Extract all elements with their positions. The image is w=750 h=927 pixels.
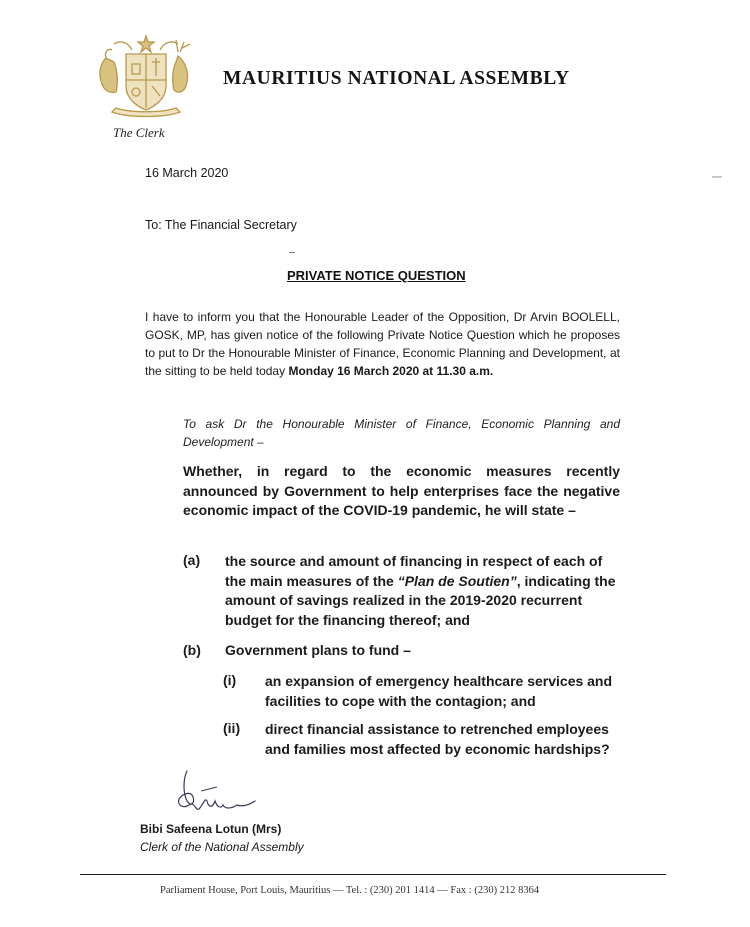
subitem-i-text: an expansion of emergency healthcare services and facilities to cope with the contagion; and [265, 673, 613, 709]
handwritten-signature [165, 765, 260, 817]
subitem-i-marker: (i) [223, 672, 237, 688]
signer-title: Clerk of the National Assembly [140, 840, 304, 854]
subitem-ii-marker: (ii) [223, 720, 241, 736]
scan-speck [712, 176, 722, 178]
subitem-ii-text: direct financial assistance to retrenched employees and families most affected by economic hardships? [265, 721, 610, 757]
ask-paragraph: To ask Dr the Honourable Minister of Finance, Economic Planning and Development – [183, 417, 620, 449]
item-a-text-start: the source and amount of financing in respect of each of the main measures of the [225, 553, 603, 589]
intro-paragraph [145, 308, 620, 380]
sitting-date: Monday 16 March 2020 at 11.30 a.m. [288, 364, 494, 378]
letter-date: 16 March 2020 [145, 166, 229, 180]
item-b-text: Government plans to fund – [225, 642, 411, 658]
signer-name: Bibi Safeena Lotun (Mrs) [140, 822, 282, 836]
item-a-marker: (a) [183, 552, 201, 568]
footer-address: Parliament House, Port Louis, Mauritius — Tel. : (230) 201 1414 — Fax : (230) 212 8364 [160, 885, 540, 896]
subject-heading: PRIVATE NOTICE QUESTION [287, 268, 466, 283]
item-a-text [225, 552, 621, 630]
office-label: The Clerk [113, 125, 165, 140]
stray-mark [289, 252, 295, 253]
plan-de-soutien: “Plan de Soutien” [397, 572, 517, 589]
footer-divider [80, 874, 666, 875]
item-a-text-end: , indicating the amount of savings realized in the 2019-2020 recurrent budget for the financing thereof; and [225, 572, 616, 628]
intro-text: I have to inform you that the Honourable Leader of the Opposition, Dr Arvin BOOLELL, GOSK, MP, has given notice of the following Private Notice Question which he proposes to put to Dr the Honourable Minister of Finance, Economic Planning and Development, at the sitting to be held today [145, 310, 620, 378]
question-paragraph: Whether, in regard to the economic measures recently announced by Government to help enterprises face the negative economic impact of the COVID-19 pandemic, he will state – [183, 463, 620, 518]
coat-of-arms-icon [92, 28, 200, 120]
recipient-line: To: The Financial Secretary [145, 218, 297, 232]
assembly-title: MAURITIUS NATIONAL ASSEMBLY [223, 68, 570, 89]
item-b-marker: (b) [183, 642, 201, 658]
